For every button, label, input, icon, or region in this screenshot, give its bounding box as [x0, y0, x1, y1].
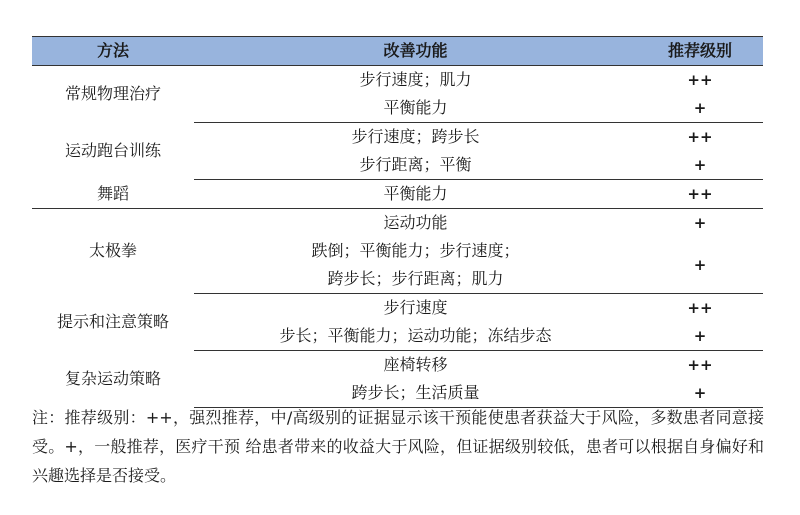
- table-header-row: [32, 37, 763, 66]
- level-cell: ++: [687, 71, 713, 89]
- level-cell: +: [693, 214, 707, 232]
- method-cell: 常规物理治疗: [64, 84, 161, 104]
- level-cell: ++: [687, 299, 713, 317]
- method-cell: 舞蹈: [32, 180, 194, 209]
- method-cell: 复杂运动策略: [64, 369, 161, 388]
- level-cell: ++: [687, 356, 713, 374]
- header-method: 方法: [32, 37, 194, 66]
- table-footnote: 注：推荐级别：++，强烈推荐，中/高级别的证据显示该干预能使患者获益大于风险，多数患者同意接受。+，一般推荐，医疗干预 给患者带来的收益大于风险，但证据级别较低，患者可以根据自身偏好和兴趣选择是否接受。: [32, 408, 764, 485]
- table-row: [32, 294, 763, 323]
- header-function: 改善功能: [194, 37, 637, 66]
- function-cell: 步行速度: [383, 298, 448, 317]
- function-cell: 运动功能: [383, 213, 448, 232]
- method-cell: 提示和注意策略: [56, 312, 169, 331]
- level-cell: +: [637, 237, 763, 294]
- function-cell: 座椅转移: [383, 355, 448, 374]
- recommendation-table: [32, 36, 763, 408]
- table-row: [32, 209, 763, 238]
- level-cell: +: [637, 379, 763, 408]
- function-cell: 步行速度；跨步长: [351, 127, 480, 146]
- method-cell: 运动跑台训练: [64, 141, 161, 160]
- function-cell: 平衡能力: [194, 180, 637, 209]
- function-cell: [194, 237, 637, 294]
- level-cell: ++: [637, 180, 763, 209]
- level-cell: +: [637, 322, 763, 351]
- table-row: [32, 66, 763, 95]
- function-cell: 步行速度；肌力: [359, 70, 472, 89]
- function-cell: 跨步长；生活质量: [194, 379, 637, 408]
- level-cell: +: [637, 94, 763, 123]
- function-cell: 步行距离；平衡: [194, 151, 637, 180]
- function-line: 跌倒；平衡能力；步行速度；: [311, 241, 520, 260]
- level-cell: ++: [687, 128, 713, 146]
- function-cell: 步长；平衡能力；运动功能；冻结步态: [194, 322, 637, 351]
- table-row: [32, 351, 763, 380]
- header-level: 推荐级别: [637, 37, 763, 66]
- table-row: [32, 180, 763, 209]
- function-cell: 平衡能力: [194, 94, 637, 123]
- function-line: 跨步长；步行距离；肌力: [327, 269, 504, 288]
- level-cell: +: [637, 151, 763, 180]
- table-row: [32, 123, 763, 152]
- method-cell: 太极拳: [88, 241, 137, 261]
